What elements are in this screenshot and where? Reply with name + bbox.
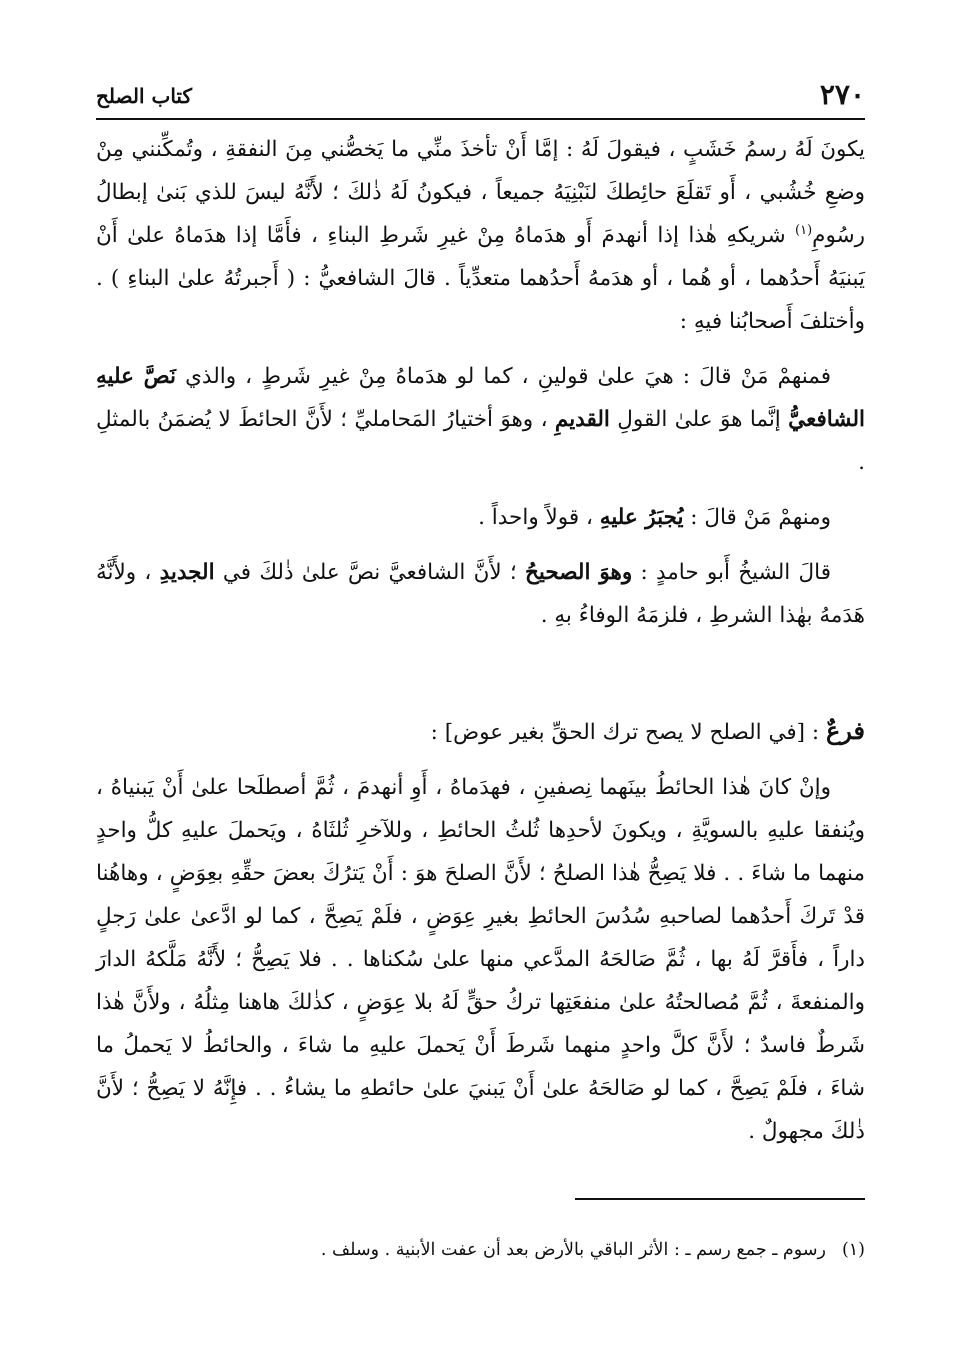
paragraph-4-part-e: ، ولأَنَّهُ هَدَمهُ بهٰذا الشرطِ ، فلزمَهُ الوفاءُ بهِ . [96, 560, 865, 628]
paragraph-2 [96, 355, 865, 484]
paragraph-1-part-b: شريكهِ هٰذا إذا أنهدمَ أَو هدَماهُ مِنْ غيرِ شَرطِ البناءِ ، فأَمَّا إذا هدَماهُ علىٰ أَنْ يَبنيَهُ أَحدُهما ، أو هُما ، أو هدَمهُ أَحدُهما متعدِّياً . قالَ الشافعيُّ : ( أَجبرتُهُ علىٰ البناءِ ) . وأختلفَ أَصحابُنا فيهِ : [96, 223, 865, 334]
paragraph-2-part-e: ، وهوَ أختيارُ المَحامليِّ ؛ لأَنَّ الحائطَ لا يُضمَنُ بالمثلِ . [96, 407, 865, 475]
heading-text: : [في الصلح لا يصح ترك الحقِّ بغير عوض] : [430, 720, 826, 745]
emphasis-text: القديمِ [554, 407, 610, 432]
paragraph-1 [96, 128, 865, 343]
emphasis-text: الجديدِ [159, 560, 215, 585]
paragraph-3-part-c: ، قولاً واحداً . [478, 505, 600, 530]
paragraph-2-part-c: إنَّما هوَ علىٰ القولِ [609, 407, 789, 432]
paragraph-1-part-a: يكونَ لَهُ رسمُ خَشَبٍ ، فيقولَ لَهُ : إمَّا أَنْ تأخذَ منِّي ما يَخصُّني مِنَ النفقةِ ، وتُمكِّنني مِنْ وضعِ خُشُبي ، أَو تَقلَعَ حائِطكَ لنَبْنِيَهُ جميعاً ، فيكونُ لَهُ ذٰلكَ ؛ لأَنَّهُ ليسَ للذي بَنىٰ إبطالُ رسُومِ [96, 137, 865, 248]
paragraph-2-part-a: فمنهمْ مَنْ قالَ : هيَ علىٰ قولينِ ، كما لو هدَماهُ مِنْ غيرِ شَرطٍ ، والذي [176, 364, 831, 389]
footnote-number: (١) [841, 1240, 865, 1260]
footnote [96, 1236, 865, 1264]
body-text [96, 128, 865, 1153]
footnote-marker[interactable]: (١) [795, 222, 813, 238]
footnote-text: رسوم ـ جمع رسم ـ : الأثر الباقي بالأرض بعد أن عفت الأبنية . وسلف . [320, 1240, 826, 1260]
paragraph-4 [96, 551, 865, 637]
emphasis-text: نَصَّ عليهِ الشافعيُّ [96, 364, 865, 432]
paragraph-5: وإنْ كانَ هٰذا الحائطُ بينَهما نِصفينِ ، فهدَماهُ ، أَوِ أنهدمَ ، ثُمَّ أصطلَحا علىٰ أَنْ يَبنياهُ ، ويُنفقا عليهِ بالسويَّةِ ، ويكونَ لأحدِها ثُلثُ الحائطِ ، وللآخرِ ثُلثَاهُ ، ويَحملَ عليهِ كلُّ واحدٍ منهما ما شاءَ . . فلا يَصِحُّ هٰذا الصلحُ ؛ لأَنَّ الصلحَ هوَ : أَنْ يَترُكَ بعضَ حقِّهِ بعِوَضٍ ، وهاهُنا قدْ تَركَ أَحدُهما لصاحبهِ سُدُسَ الحائطِ بغيرِ عِوَضٍ ، فلَمْ يَصِحَّ ، كما لو ادَّعىٰ علىٰ رَجلٍ داراً ، فأَقرَّ لَهُ بها ، ثُمَّ صَالحَهُ المدَّعي منها علىٰ سُكناها . . فلا يَصِحُّ ؛ لأَنَّهُ مَلَّكهُ الدارَ والمنفعةَ ، ثُمَّ مُصالحتُهُ علىٰ منفعَتِها تركُ حقٍّ لَهُ بلا عِوَضٍ ، كذٰلكَ هاهنا مِثلُهُ ، ولأَنَّ هٰذا شَرطٌ فاسدٌ ؛ لأَنَّ كلَّ واحدٍ منهما شَرطَ أَنْ يَحملَ عليهِ ما شاءَ ، والحائطُ لا يَحملُ ما شاءَ ، فلَمْ يَصِحَّ ، كما لو صَالحَهُ علىٰ أَنْ يَبنيَ علىٰ حائطهِ ما يشاءُ . . فإِنَّهُ لا يَصِحُّ ؛ لأَنَّ ذٰلكَ مجهولٌ . [96, 775, 865, 1144]
paragraph-3 [96, 496, 865, 539]
paragraph-4-part-a: قالَ الشيخُ أَبو حامدٍ : [632, 560, 831, 585]
paragraph-3-part-a: ومنهمْ مَنْ قالَ : [683, 505, 831, 530]
emphasis-text: يُجبَرُ عليهِ [599, 505, 684, 530]
paragraph-4-part-c: ؛ لأَنَّ الشافعيَّ نصَّ علىٰ ذٰلكَ في [214, 560, 526, 585]
header-rule [96, 118, 865, 120]
page-number: ٢٧٠ [819, 78, 865, 111]
page-header [96, 78, 865, 118]
section-heading [96, 709, 865, 754]
emphasis-text: وهوَ الصحيحُ [525, 560, 633, 585]
heading-label: فرعٌ [825, 716, 865, 745]
running-title: كتاب الصلح [96, 84, 192, 108]
footnote-rule [575, 1198, 865, 1200]
